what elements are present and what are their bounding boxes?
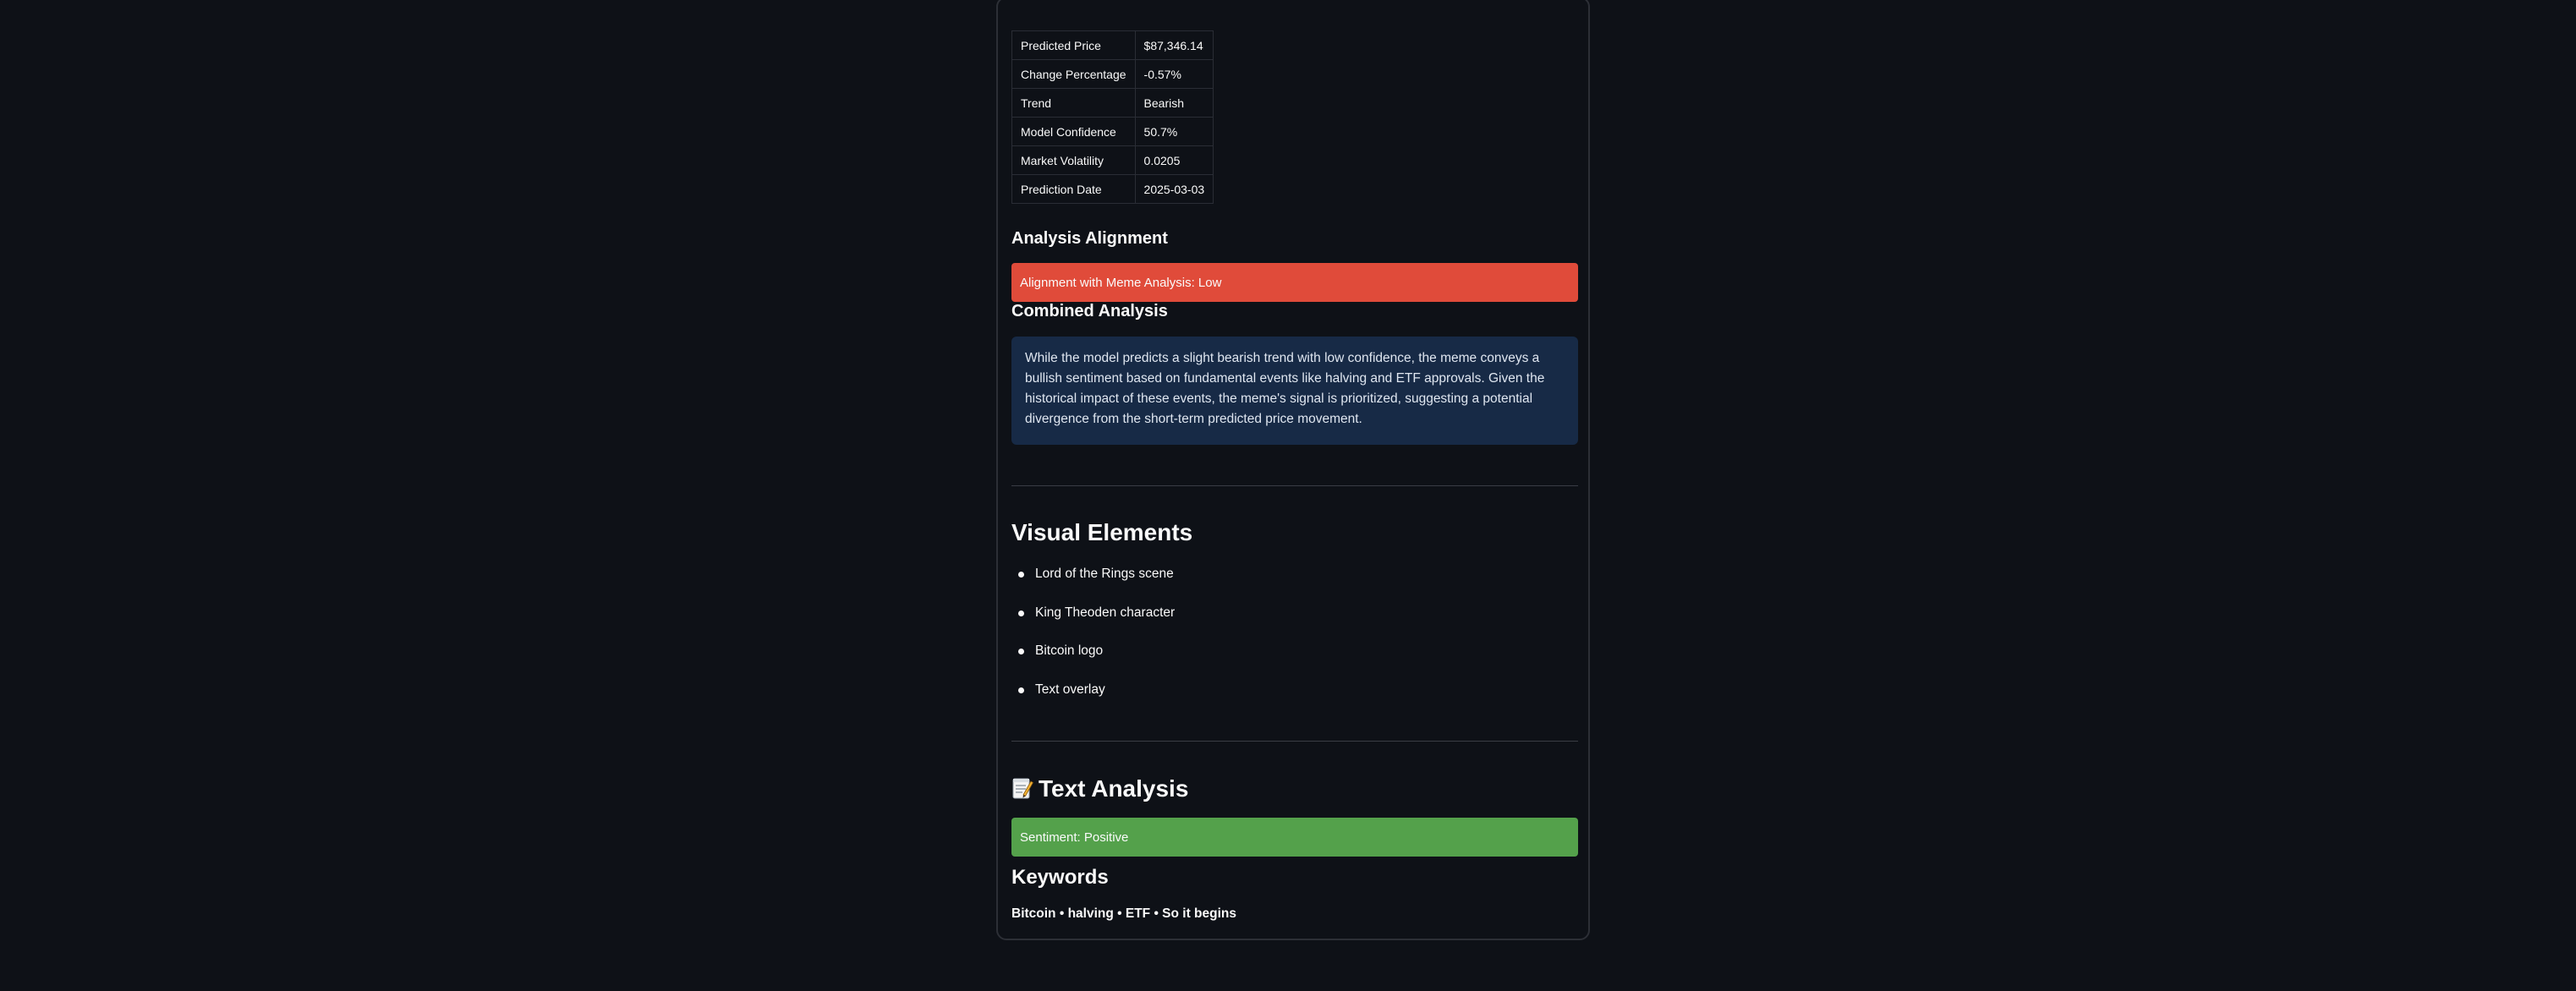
text-analysis-label: Text Analysis — [1039, 775, 1189, 802]
sentiment-alert: Sentiment: Positive — [1011, 818, 1578, 857]
table-row — [1012, 175, 1214, 204]
metric-value: -0.57% — [1135, 60, 1214, 89]
metric-value: 2025-03-03 — [1135, 175, 1214, 204]
alignment-alert: Alignment with Meme Analysis: Low — [1011, 263, 1578, 302]
metric-key: Predicted Price — [1012, 31, 1136, 60]
analysis-alignment-heading: Analysis Alignment — [1011, 229, 1168, 248]
metric-key: Prediction Date — [1012, 175, 1136, 204]
visual-elements-list — [1011, 565, 1175, 719]
table-row — [1012, 146, 1214, 175]
combined-analysis-box: While the model predicts a slight bearish trend with low confidence, the meme conveys a bullish sentiment based on fundamental events like halving and ETF approvals. Given the historical impact of these events, the meme's signal is prioritized, suggesting a potential divergence from the short-term predicted price movement. — [1011, 337, 1578, 445]
combined-analysis-heading: Combined Analysis — [1011, 302, 1168, 320]
table-row — [1012, 60, 1214, 89]
list-item: King Theoden character — [1011, 604, 1175, 643]
metric-key: Trend — [1012, 89, 1136, 118]
divider — [1011, 741, 1578, 742]
metric-value: Bearish — [1135, 89, 1214, 118]
metric-key: Change Percentage — [1012, 60, 1136, 89]
table-row — [1012, 118, 1214, 146]
keywords-list: Bitcoin • halving • ETF • So it begins — [1011, 906, 1237, 921]
text-analysis-heading — [1011, 775, 1188, 802]
metric-value: 0.0205 — [1135, 146, 1214, 175]
divider — [1011, 485, 1578, 486]
metric-value: 50.7% — [1135, 118, 1214, 146]
list-item: Lord of the Rings scene — [1011, 565, 1175, 604]
table-row — [1012, 89, 1214, 118]
metric-value: $87,346.14 — [1135, 31, 1214, 60]
list-item: Text overlay — [1011, 681, 1175, 720]
metric-key: Market Volatility — [1012, 146, 1136, 175]
list-item: Bitcoin logo — [1011, 642, 1175, 681]
visual-elements-heading: Visual Elements — [1011, 519, 1193, 545]
memo-icon — [1011, 776, 1033, 800]
metric-key: Model Confidence — [1012, 118, 1136, 146]
keywords-heading: Keywords — [1011, 866, 1109, 889]
table-row — [1012, 31, 1214, 60]
prediction-metrics-table — [1011, 30, 1214, 204]
